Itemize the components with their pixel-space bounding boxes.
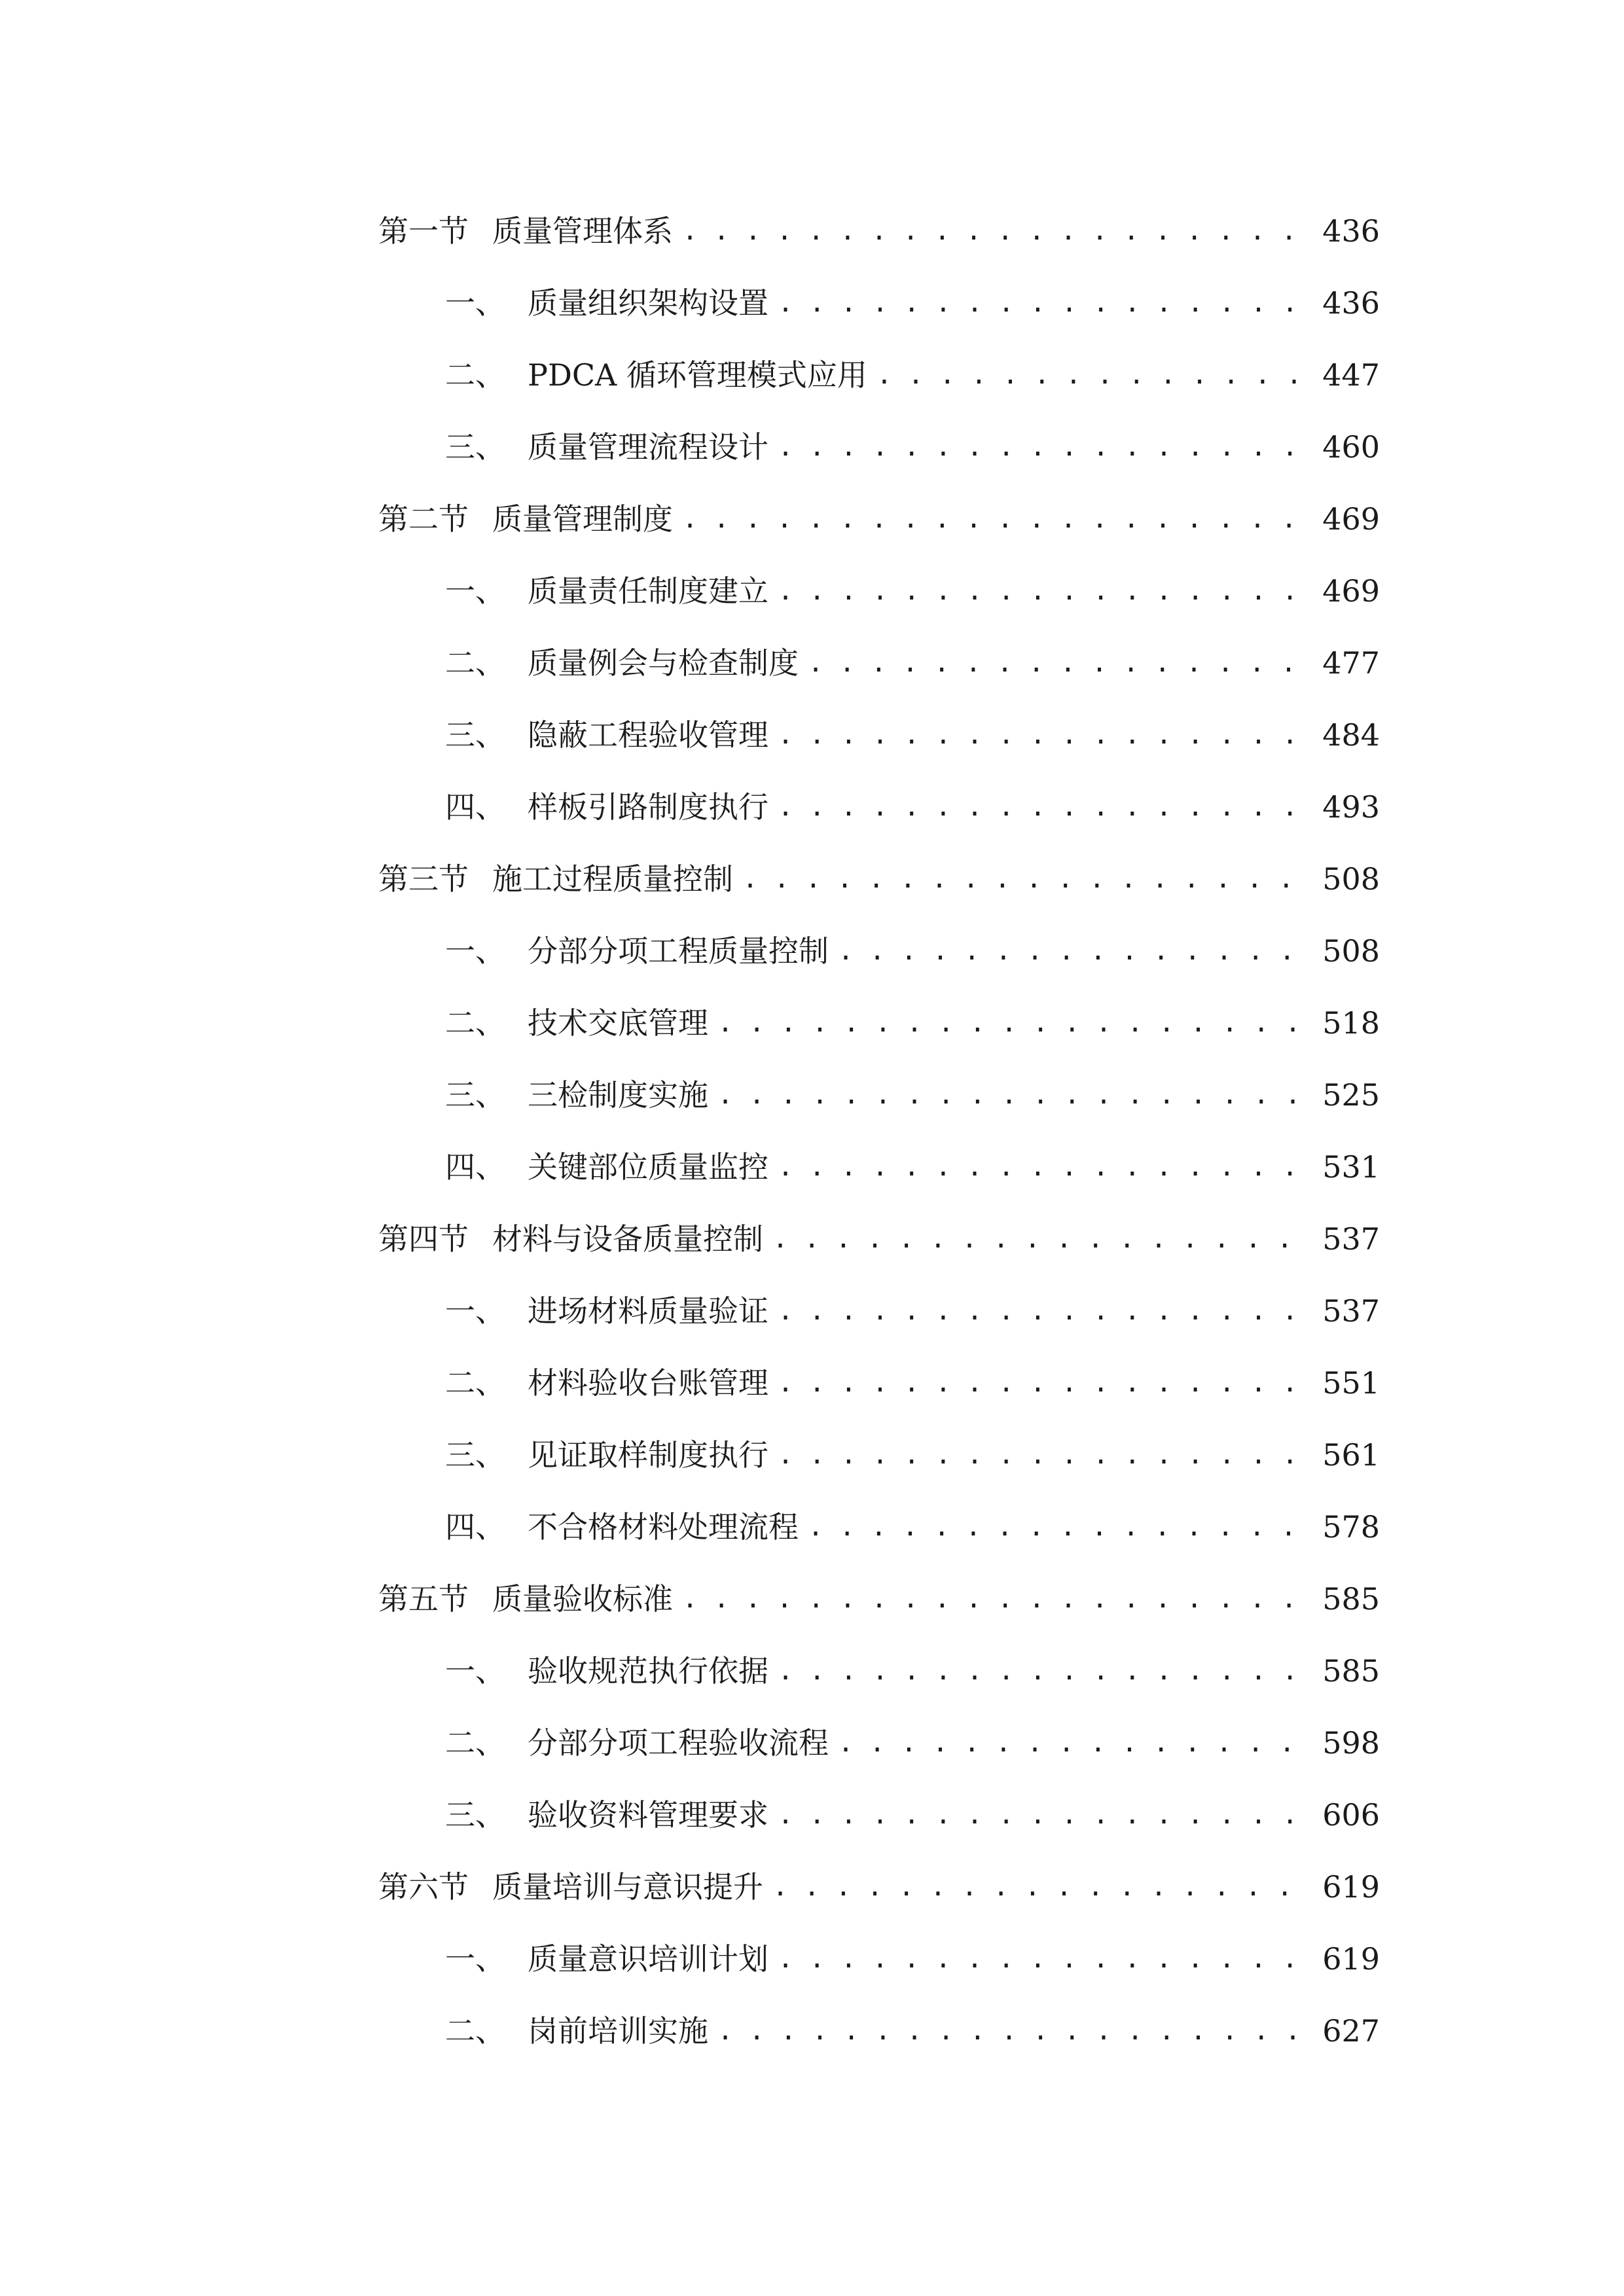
toc-page-number: 619 [1322,1869,1380,1905]
toc-page-number: 460 [1322,429,1380,465]
dot-leader [742,866,1310,892]
toc-page-number: 619 [1322,1941,1380,1977]
table-of-contents [378,195,1380,2067]
toc-page-number: 525 [1322,1077,1380,1113]
toc-entry-number: 四、 [445,789,505,825]
toc-entry-title: 不合格材料处理流程 [528,1509,799,1545]
toc-entry-number: 第一节 [378,213,469,249]
dot-leader [838,938,1310,964]
dot-leader [717,1082,1310,1108]
toc-item-entry[interactable] [378,1995,1380,2067]
toc-entry-title: 质量管理体系 [492,213,673,249]
toc-item-entry[interactable] [378,1635,1380,1707]
toc-page-number: 551 [1322,1365,1380,1401]
toc-item-entry[interactable] [378,1059,1380,1131]
toc-entry-title: 质量意识培训计划 [528,1941,768,1977]
toc-page-number: 537 [1322,1293,1380,1329]
toc-item-entry[interactable] [378,915,1380,987]
dot-leader [778,1802,1310,1828]
dot-leader [778,1298,1310,1324]
toc-entry-number: 第二节 [378,501,469,537]
toc-entry-number: 三、 [445,1077,505,1113]
toc-page-number: 436 [1322,285,1380,321]
toc-entry-title: 材料与设备质量控制 [492,1221,763,1257]
toc-entry-number: 四、 [445,1149,505,1185]
toc-item-entry[interactable] [378,1707,1380,1779]
toc-page-number: 606 [1322,1797,1380,1833]
toc-item-entry[interactable] [378,411,1380,483]
dot-leader [772,1874,1310,1900]
toc-item-entry[interactable] [378,1419,1380,1491]
toc-item-entry[interactable] [378,339,1380,411]
toc-entry-title: 材料验收台账管理 [528,1365,768,1401]
dot-leader [876,362,1310,388]
dot-leader [778,1370,1310,1396]
toc-entry-title: PDCA 循环管理模式应用 [528,357,867,393]
dot-leader [778,290,1310,316]
toc-entry-title: 验收规范执行依据 [528,1653,768,1689]
toc-entry-number: 二、 [445,357,505,393]
toc-page-number: 469 [1322,573,1380,609]
toc-section-entry[interactable] [378,843,1380,915]
toc-entry-number: 三、 [445,429,505,465]
toc-entry-title: 质量验收标准 [492,1581,673,1617]
toc-item-entry[interactable] [378,1131,1380,1203]
toc-section-entry[interactable] [378,1203,1380,1275]
dot-leader [778,434,1310,460]
toc-entry-title: 样板引路制度执行 [528,789,768,825]
toc-entry-title: 岗前培训实施 [528,2013,708,2049]
toc-entry-title: 质量组织架构设置 [528,285,768,321]
dot-leader [778,1658,1310,1684]
dot-leader [808,1514,1310,1540]
toc-item-entry[interactable] [378,987,1380,1059]
toc-entry-title: 质量例会与检查制度 [528,645,799,681]
dot-leader [778,1442,1310,1468]
dot-leader [778,794,1310,820]
toc-entry-number: 第六节 [378,1869,469,1905]
toc-entry-number: 四、 [445,1509,505,1545]
dot-leader [778,722,1310,748]
toc-entry-number: 一、 [445,1941,505,1977]
toc-page-number: 518 [1322,1005,1380,1041]
toc-entry-number: 一、 [445,933,505,969]
dot-leader [778,1946,1310,1972]
toc-entry-title: 技术交底管理 [528,1005,708,1041]
toc-section-entry[interactable] [378,195,1380,267]
toc-entry-title: 隐蔽工程验收管理 [528,717,768,753]
toc-section-entry[interactable] [378,483,1380,555]
toc-page-number: 585 [1322,1581,1380,1617]
toc-entry-number: 三、 [445,717,505,753]
toc-entry-title: 施工过程质量控制 [492,861,733,897]
toc-entry-number: 第五节 [378,1581,469,1617]
dot-leader [717,2018,1310,2044]
dot-leader [717,1010,1310,1036]
toc-page-number: 508 [1322,933,1380,969]
toc-page-number: 627 [1322,2013,1380,2049]
toc-entry-number: 二、 [445,2013,505,2049]
toc-page-number: 578 [1322,1509,1380,1545]
toc-page-number: 493 [1322,789,1380,825]
toc-entry-title: 验收资料管理要求 [528,1797,768,1833]
toc-item-entry[interactable] [378,627,1380,699]
toc-entry-title: 质量管理流程设计 [528,429,768,465]
dot-leader [682,506,1310,532]
dot-leader [838,1730,1310,1756]
toc-page-number: 598 [1322,1725,1380,1761]
toc-item-entry[interactable] [378,267,1380,339]
toc-entry-number: 二、 [445,1005,505,1041]
toc-entry-title: 分部分项工程验收流程 [528,1725,829,1761]
dot-leader [808,650,1310,676]
toc-entry-number: 第三节 [378,861,469,897]
toc-entry-number: 三、 [445,1437,505,1473]
toc-entry-number: 二、 [445,1365,505,1401]
toc-entry-number: 第四节 [378,1221,469,1257]
toc-item-entry[interactable] [378,555,1380,627]
toc-entry-title: 质量培训与意识提升 [492,1869,763,1905]
toc-entry-title: 分部分项工程质量控制 [528,933,829,969]
toc-item-entry[interactable] [378,1779,1380,1851]
dot-leader [772,1226,1310,1252]
toc-entry-number: 三、 [445,1797,505,1833]
toc-item-entry[interactable] [378,1491,1380,1563]
toc-page-number: 469 [1322,501,1380,537]
toc-entry-number: 一、 [445,1653,505,1689]
toc-entry-number: 一、 [445,285,505,321]
toc-item-entry[interactable] [378,699,1380,771]
toc-section-entry[interactable] [378,1851,1380,1923]
toc-page-number: 477 [1322,645,1380,681]
toc-page-number: 508 [1322,861,1380,897]
dot-leader [682,218,1310,244]
toc-item-entry[interactable] [378,771,1380,843]
toc-entry-title: 质量管理制度 [492,501,673,537]
toc-item-entry[interactable] [378,1275,1380,1347]
toc-page-number: 447 [1322,357,1380,393]
toc-entry-number: 二、 [445,1725,505,1761]
toc-entry-number: 一、 [445,1293,505,1329]
toc-page-number: 436 [1322,213,1380,249]
toc-entry-title: 三检制度实施 [528,1077,708,1113]
toc-page-number: 585 [1322,1653,1380,1689]
dot-leader [778,1154,1310,1180]
dot-leader [682,1586,1310,1612]
toc-entry-number: 二、 [445,645,505,681]
toc-item-entry[interactable] [378,1347,1380,1419]
toc-entry-title: 关键部位质量监控 [528,1149,768,1185]
toc-entry-number: 一、 [445,573,505,609]
dot-leader [778,578,1310,604]
toc-item-entry[interactable] [378,1923,1380,1995]
toc-section-entry[interactable] [378,1563,1380,1635]
toc-entry-title: 质量责任制度建立 [528,573,768,609]
toc-entry-title: 见证取样制度执行 [528,1437,768,1473]
toc-page-number: 561 [1322,1437,1380,1473]
toc-page-number: 537 [1322,1221,1380,1257]
toc-page-number: 531 [1322,1149,1380,1185]
toc-entry-title: 进场材料质量验证 [528,1293,768,1329]
toc-page-number: 484 [1322,717,1380,753]
